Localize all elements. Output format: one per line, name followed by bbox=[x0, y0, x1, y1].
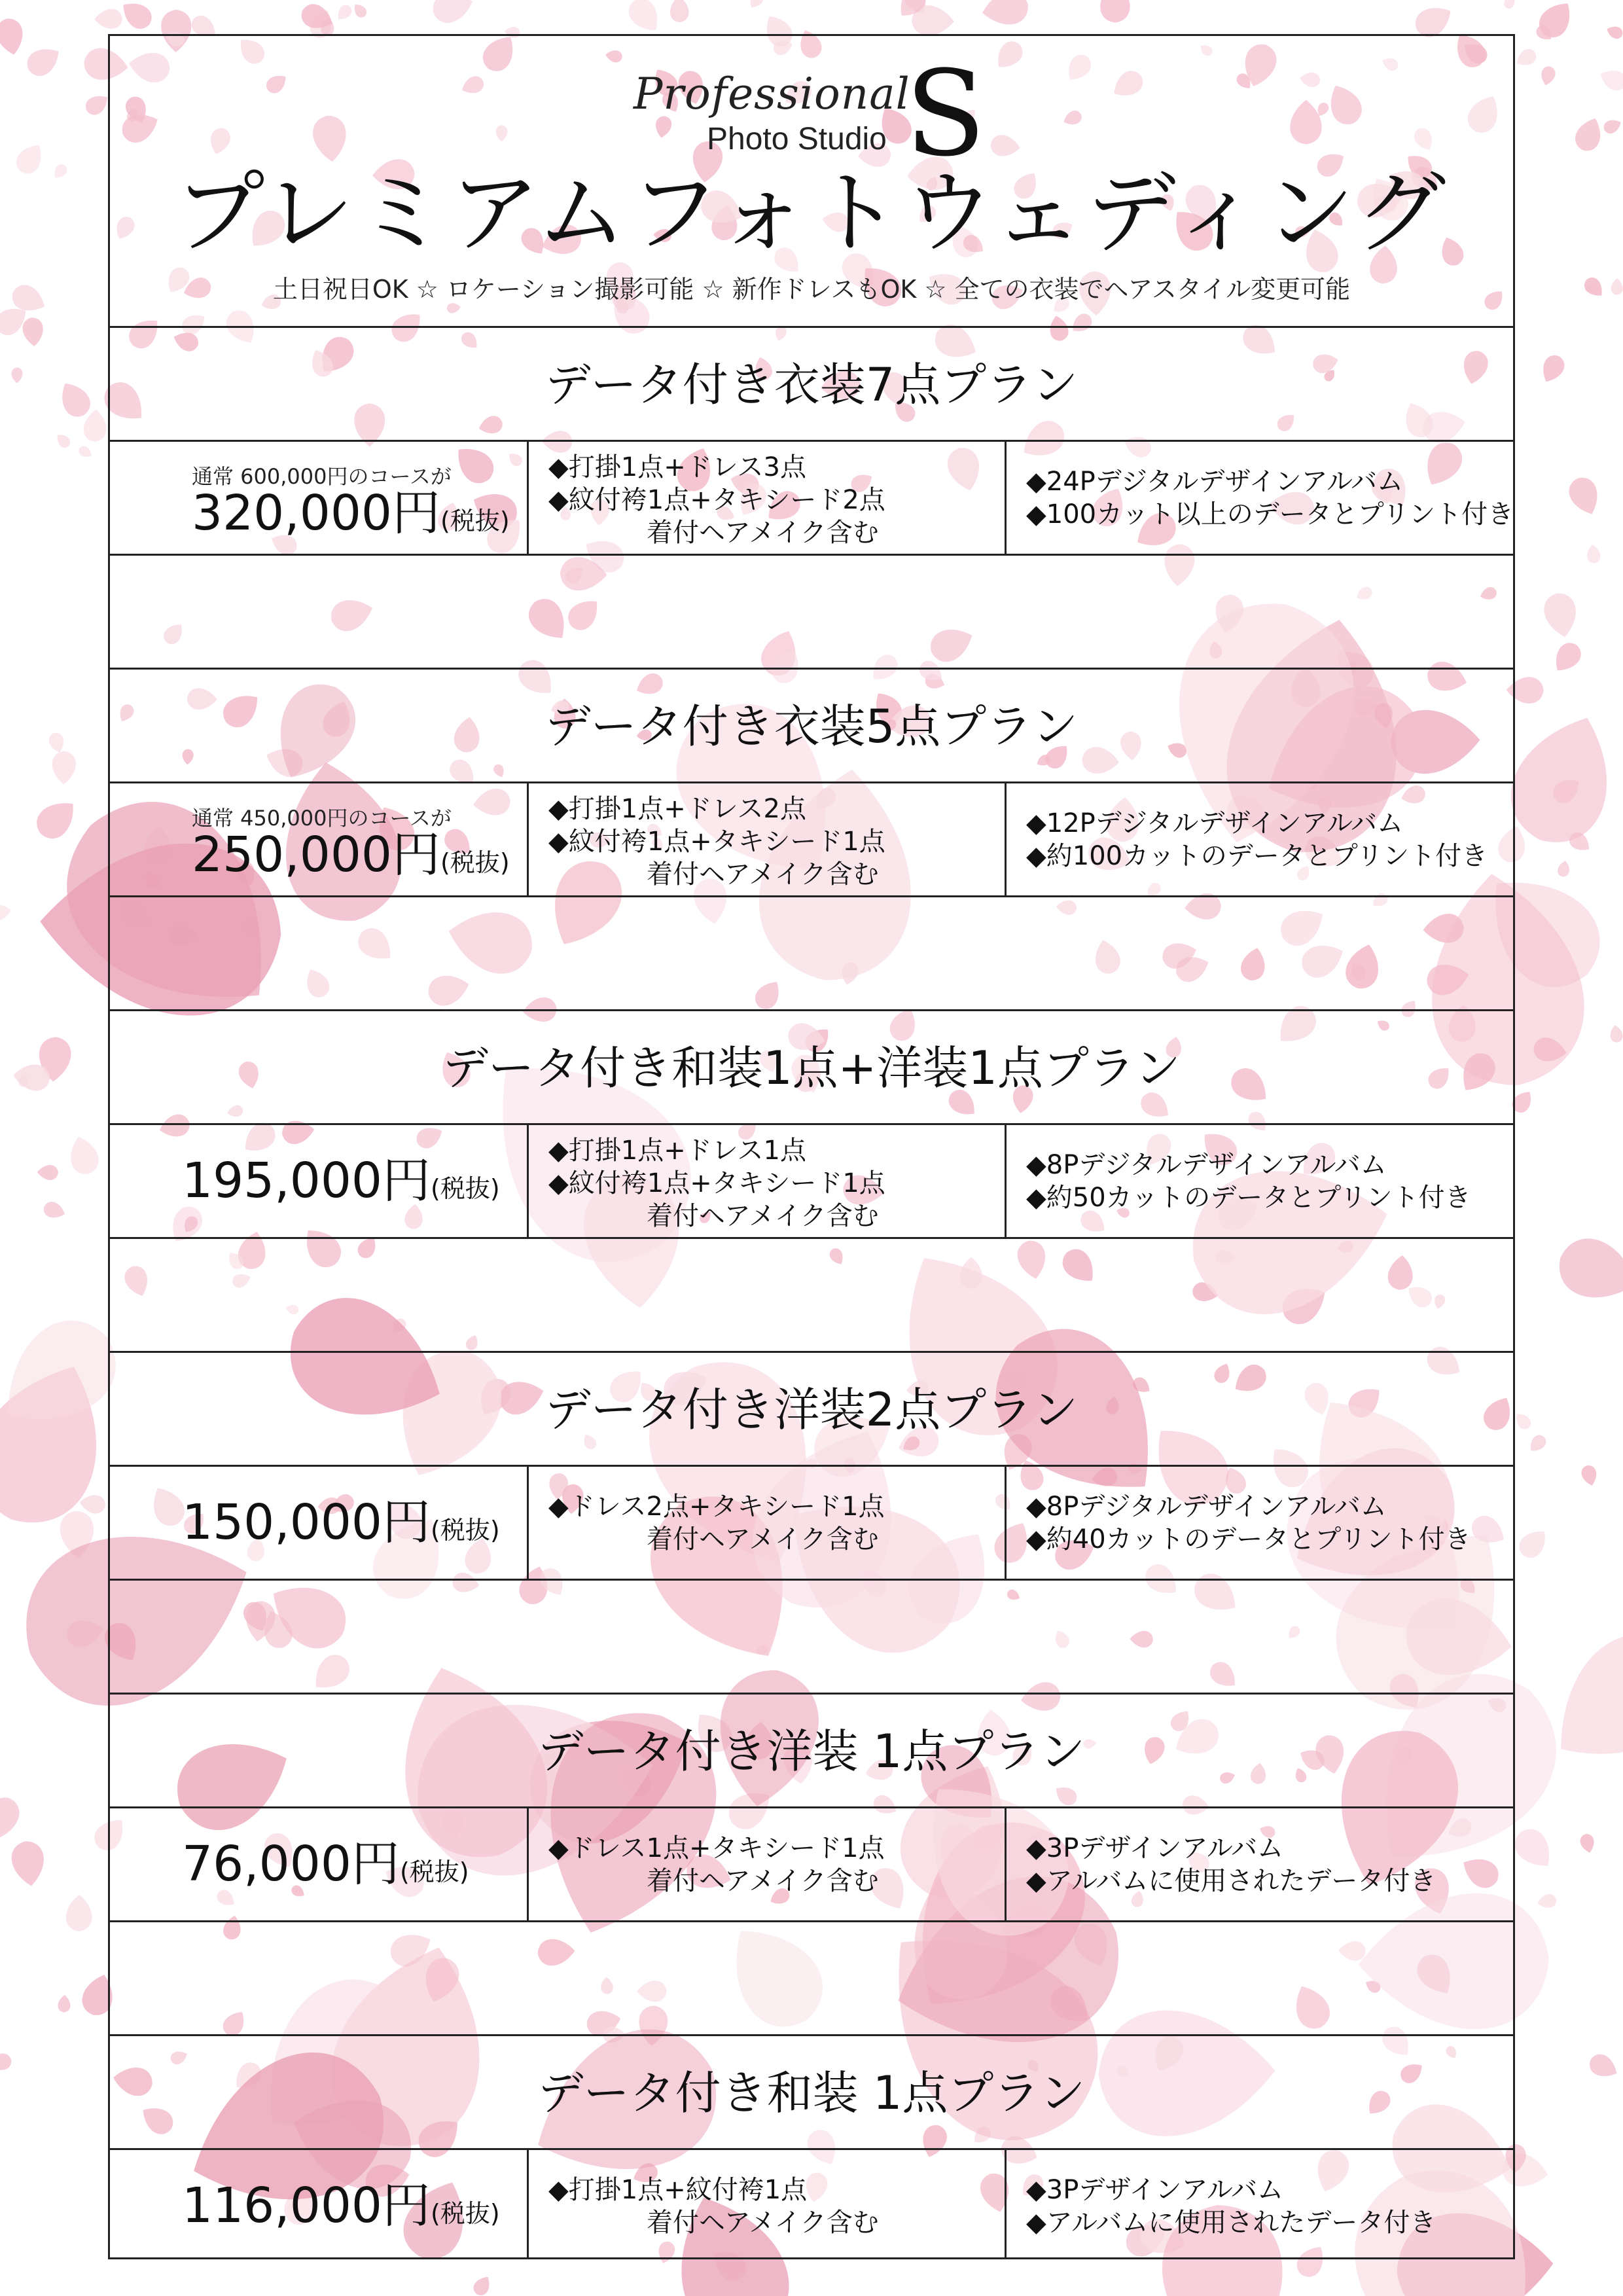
petal bbox=[1099, 0, 1130, 23]
petal bbox=[1514, 1524, 1553, 1562]
page-subtitle: 土日祝日OK ☆ ロケーション撮影可能 ☆ 新作ドレスもOK ☆ 全ての衣装でヘアスタイル変更可能 bbox=[272, 275, 1351, 304]
items-cell bbox=[529, 783, 1007, 895]
petal bbox=[0, 903, 12, 922]
petal bbox=[1526, 1432, 1549, 1456]
petal bbox=[37, 1164, 58, 1180]
plan-price bbox=[192, 825, 510, 884]
album-line: ◆約100カットのデータとプリント付き bbox=[1026, 841, 1488, 871]
plan-title: データ付き和装 1点プラン bbox=[110, 2036, 1513, 2150]
price-amount: 150,000円 bbox=[182, 1494, 431, 1551]
price-amount: 320,000円 bbox=[192, 485, 441, 541]
petal bbox=[30, 793, 84, 846]
items-cell bbox=[529, 1125, 1007, 1237]
logo-s: S bbox=[905, 46, 986, 183]
price-cell bbox=[110, 783, 529, 895]
item-line: 着付ヘアメイク含む bbox=[647, 518, 879, 548]
petal bbox=[1586, 544, 1601, 564]
petal bbox=[1541, 590, 1580, 639]
plan-row bbox=[110, 1125, 1513, 1239]
petal bbox=[65, 1133, 102, 1177]
petal bbox=[52, 751, 76, 784]
album-cell bbox=[1007, 2150, 1513, 2259]
petal bbox=[79, 1493, 107, 1515]
spacer-row bbox=[110, 1239, 1513, 1353]
album-line: ◆約50カットのデータとプリント付き bbox=[1026, 1183, 1471, 1213]
plan-title: データ付き洋装 1点プラン bbox=[110, 1695, 1513, 1808]
petal bbox=[1548, 638, 1586, 677]
album-cell bbox=[1007, 442, 1513, 554]
petal bbox=[1580, 1463, 1599, 1487]
plan-row bbox=[110, 442, 1513, 556]
petal bbox=[0, 2052, 13, 2073]
items-cell bbox=[529, 442, 1007, 554]
item-line: 着付ヘアメイク含む bbox=[647, 1524, 879, 1554]
item-line: ◆打掛1点+ドレス1点 bbox=[548, 1136, 806, 1166]
petal bbox=[116, 0, 156, 33]
page-title: プレミアムフォトウェディング bbox=[174, 160, 1449, 266]
price-cell bbox=[110, 2150, 529, 2259]
petal bbox=[41, 1200, 67, 1221]
price-cell bbox=[110, 442, 529, 554]
spacer-row bbox=[110, 1581, 1513, 1695]
item-line: ◆紋付袴1点+タキシード1点 bbox=[548, 1168, 885, 1198]
price-cell bbox=[110, 1125, 529, 1237]
item-line: ◆ドレス1点+タキシード1点 bbox=[548, 1833, 885, 1863]
petal bbox=[1605, 24, 1623, 41]
petal bbox=[351, 1, 369, 20]
plan-price bbox=[182, 1151, 500, 1210]
logo-professional: Professional bbox=[633, 69, 910, 119]
tax-note: (税抜) bbox=[440, 848, 510, 877]
petal bbox=[1581, 274, 1607, 301]
album-line: ◆約40カットのデータとプリント付き bbox=[1026, 1524, 1471, 1554]
petal bbox=[1513, 46, 1539, 70]
album-line: ◆8Pデジタルデザインアルバム bbox=[1026, 1492, 1387, 1522]
album-line: ◆3Pデザインアルバム bbox=[1026, 2175, 1284, 2205]
price-amount: 250,000円 bbox=[192, 827, 441, 883]
petal bbox=[65, 1895, 92, 1931]
petal bbox=[54, 431, 73, 450]
petal bbox=[1565, 473, 1605, 519]
plan-price bbox=[182, 2176, 500, 2235]
album-line: ◆24Pデジタルデザインアルバム bbox=[1026, 467, 1404, 497]
spacer-row bbox=[110, 556, 1513, 670]
plan-price bbox=[182, 1835, 469, 1893]
petal bbox=[429, 0, 476, 26]
plan-row bbox=[110, 1808, 1513, 1922]
petal bbox=[1551, 1230, 1623, 1311]
petal bbox=[1502, 0, 1518, 10]
petal bbox=[1611, 278, 1623, 295]
petal bbox=[1557, 859, 1571, 878]
logo-photo-studio: Photo Studio bbox=[707, 122, 887, 156]
item-line: 着付ヘアメイク含む bbox=[647, 1201, 879, 1231]
album-cell bbox=[1007, 1467, 1513, 1579]
petal bbox=[47, 731, 67, 755]
petal bbox=[1539, 65, 1556, 87]
petal bbox=[77, 444, 94, 459]
price-cell bbox=[110, 1467, 529, 1579]
album-line: ◆100カット以上のデータとプリント付き bbox=[1026, 499, 1514, 529]
petal bbox=[58, 1995, 71, 2013]
plan-title: データ付き衣装7点プラン bbox=[110, 328, 1513, 442]
item-line: 着付ヘアメイク含む bbox=[647, 2208, 879, 2238]
tax-note: (税抜) bbox=[440, 507, 510, 535]
price-amount: 195,000円 bbox=[182, 1153, 431, 1209]
tax-note: (税抜) bbox=[399, 1857, 469, 1886]
spacer-row bbox=[110, 897, 1513, 1011]
petal bbox=[746, 0, 766, 11]
item-line: ◆打掛1点+ドレス2点 bbox=[548, 794, 806, 824]
petal bbox=[669, 0, 689, 23]
item-line: 着付ヘアメイク含む bbox=[647, 859, 879, 889]
plan-price bbox=[192, 484, 510, 543]
price-cell bbox=[110, 1808, 529, 1920]
petal bbox=[471, 2273, 494, 2296]
petal bbox=[1508, 1823, 1560, 1876]
items-cell bbox=[529, 1808, 1007, 1920]
regular-price: 通常 600,000円のコースが bbox=[192, 464, 452, 489]
petal bbox=[334, 3, 354, 24]
petal bbox=[1586, 2051, 1622, 2083]
album-line: ◆12Pデジタルデザインアルバム bbox=[1026, 808, 1404, 838]
album-line: ◆アルバムに使用されたデータ付き bbox=[1026, 2208, 1436, 2238]
plan-row bbox=[110, 2150, 1513, 2259]
petal bbox=[83, 409, 108, 442]
petal bbox=[0, 16, 27, 58]
item-line: ◆紋付袴1点+タキシード1点 bbox=[548, 827, 885, 857]
plan-price bbox=[182, 1493, 500, 1552]
items-cell bbox=[529, 2150, 1007, 2259]
plan-title: データ付き和装1点+洋装1点プラン bbox=[110, 1011, 1513, 1125]
petal bbox=[1609, 1024, 1623, 1043]
petal bbox=[94, 9, 122, 29]
item-line: 着付ヘアメイク含む bbox=[647, 1866, 879, 1896]
petal bbox=[11, 367, 22, 383]
petal bbox=[22, 41, 65, 81]
tax-note: (税抜) bbox=[431, 1516, 500, 1545]
petal bbox=[12, 139, 48, 178]
spacer-row bbox=[110, 1922, 1513, 2036]
item-line: ◆打掛1点+ドレス3点 bbox=[548, 452, 806, 482]
petal bbox=[54, 376, 96, 422]
price-amount: 116,000円 bbox=[182, 2178, 431, 2234]
plan-title: データ付き洋装2点プラン bbox=[110, 1353, 1513, 1467]
petal bbox=[1578, 1833, 1596, 1854]
petal bbox=[1597, 65, 1623, 94]
petal bbox=[1601, 117, 1623, 135]
album-line: ◆アルバムに使用されたデータ付き bbox=[1026, 1866, 1436, 1896]
regular-price: 通常 450,000円のコースが bbox=[192, 806, 452, 831]
album-cell bbox=[1007, 1125, 1513, 1237]
album-cell bbox=[1007, 1808, 1513, 1920]
petal bbox=[0, 1794, 23, 1843]
petal bbox=[1537, 351, 1568, 386]
petal bbox=[1571, 114, 1607, 154]
petal bbox=[623, 0, 666, 38]
plan-row bbox=[110, 783, 1513, 897]
items-cell bbox=[529, 1467, 1007, 1579]
tax-note: (税抜) bbox=[431, 2199, 500, 2228]
price-amount: 76,000円 bbox=[182, 1836, 400, 1892]
petal bbox=[1536, 1893, 1558, 1910]
petal bbox=[980, 0, 1031, 29]
petal bbox=[1512, 1410, 1533, 1432]
plan-row bbox=[110, 1467, 1513, 1581]
tax-note: (税抜) bbox=[431, 1174, 500, 1203]
item-line: ◆打掛1点+紋付袴1点 bbox=[548, 2175, 808, 2205]
item-line: ◆ドレス2点+タキシード1点 bbox=[548, 1492, 885, 1522]
header bbox=[110, 36, 1513, 328]
album-line: ◆3Pデザインアルバム bbox=[1026, 1833, 1284, 1863]
album-line: ◆8Pデジタルデザインアルバム bbox=[1026, 1150, 1387, 1180]
petal bbox=[22, 317, 45, 348]
plan-title: データ付き衣装5点プラン bbox=[110, 670, 1513, 783]
price-sheet bbox=[108, 34, 1515, 2259]
petal bbox=[10, 1839, 48, 1888]
album-cell bbox=[1007, 783, 1513, 895]
item-line: ◆紋付袴1点+タキシード2点 bbox=[548, 485, 885, 515]
petal bbox=[50, 162, 69, 181]
